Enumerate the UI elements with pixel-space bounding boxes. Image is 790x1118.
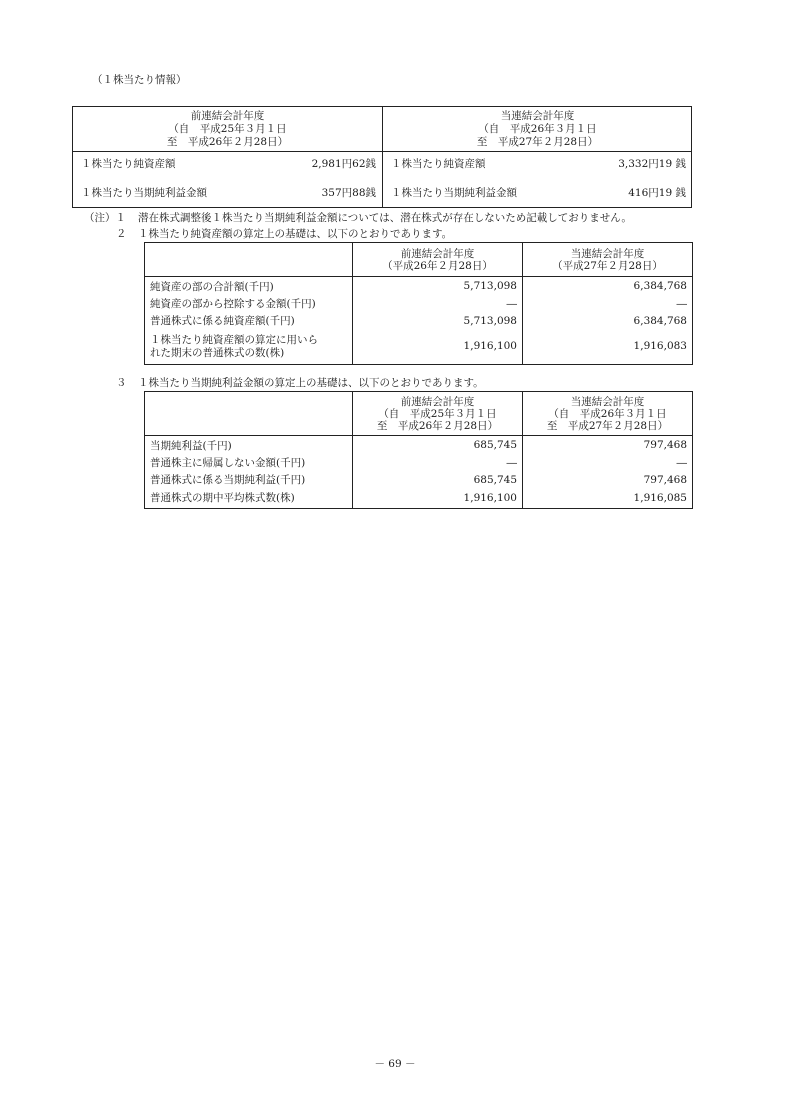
prev-value: 1,916,100: [353, 489, 523, 508]
curr-net-income-value: 416円19 銭: [628, 187, 686, 199]
row-label: 純資産の部の合計額(千円): [145, 277, 353, 297]
curr-net-assets-value: 3,332円19 銭: [618, 158, 686, 170]
curr-year-header-date: （平成27年２月28日）: [552, 259, 663, 272]
note-2-text: １株当たり純資産額の算定上の基礎は、以下のとおりであります。: [138, 228, 453, 240]
blank-header-cell: [145, 392, 353, 436]
row-label: 普通株式の期中平均株式数(株): [145, 489, 353, 508]
per-share-summary-table: [72, 106, 692, 208]
prev-year-header-to: 至 平成26年２月28日）: [166, 136, 289, 148]
prev-year-header-date: （平成26年２月28日）: [382, 259, 493, 272]
curr-value: 6,384,768: [523, 313, 693, 330]
prev-year-header: [73, 110, 382, 149]
row-label: 普通株式に係る当期純利益(千円): [145, 472, 353, 489]
curr-value: 797,468: [523, 472, 693, 489]
curr-year-header: [523, 392, 693, 436]
prev-year-header-from: （自 平成25年３月１日: [378, 407, 497, 420]
note-3-text: １株当たり当期純利益金額の算定上の基礎は、以下のとおりであります。: [138, 377, 484, 389]
row-label: [145, 330, 353, 364]
table-row: [145, 436, 693, 456]
curr-year-header: [383, 110, 692, 149]
prev-year-header-from: （自 平成25年３月１日: [168, 123, 287, 135]
prev-year-header-title: 前連結会計年度: [190, 110, 265, 122]
curr-year-header-title: 当連結会計年度: [570, 395, 645, 408]
table-row: [145, 489, 693, 508]
table-header-row: [145, 392, 693, 436]
note-2-number: ２: [116, 228, 127, 240]
prev-value: 5,713,098: [353, 277, 523, 297]
blank-header-cell: [145, 243, 353, 277]
prev-value: 685,745: [353, 436, 523, 456]
page-number: － 69 －: [374, 1058, 416, 1070]
prev-value: 685,745: [353, 472, 523, 489]
note-3-number: ３: [116, 377, 127, 389]
row-label-line-1: １株当たり純資産額の算定に用いら: [150, 333, 318, 346]
curr-year-header-title: 当連結会計年度: [570, 247, 645, 260]
header-divider: [73, 151, 691, 152]
row-label: 当期純利益(千円): [145, 436, 353, 456]
row-label: 普通株主に帰属しない金額(千円): [145, 455, 353, 472]
curr-year-header-title: 当連結会計年度: [500, 110, 575, 122]
note-1-prefix: （注）１: [84, 212, 126, 224]
row-label: 純資産の部から控除する金額(千円): [145, 296, 353, 313]
curr-value: ―: [523, 296, 693, 313]
prev-year-header: [353, 243, 523, 277]
curr-year-header-to: 至 平成27年２月28日）: [546, 419, 669, 432]
net-assets-basis-table: [144, 242, 693, 365]
row-label: 普通株式に係る純資産額(千円): [145, 313, 353, 330]
row-label-line-2: れた期末の普通株式の数(株): [150, 346, 285, 359]
curr-value: 1,916,083: [523, 330, 693, 364]
table-header-row: [145, 243, 693, 277]
curr-year-header-to: 至 平成27年２月28日）: [476, 136, 599, 148]
prev-net-income-value: 357円88銭: [321, 187, 376, 199]
curr-value: 797,468: [523, 436, 693, 456]
table-row: [145, 277, 693, 297]
prev-net-income-label: １株当たり当期純利益金額: [81, 187, 207, 199]
prev-year-header-to: 至 平成26年２月28日）: [376, 419, 499, 432]
prev-value: ―: [353, 296, 523, 313]
prev-year-header-title: 前連結会計年度: [400, 395, 475, 408]
prev-value: ―: [353, 455, 523, 472]
curr-value: ―: [523, 455, 693, 472]
prev-value: 1,916,100: [353, 330, 523, 364]
table-row: [145, 455, 693, 472]
curr-value: 1,916,085: [523, 489, 693, 508]
table-row: [145, 296, 693, 313]
prev-value: 5,713,098: [353, 313, 523, 330]
section-title: （１株当たり情報）: [92, 74, 187, 86]
curr-year-header-from: （自 平成26年３月１日: [548, 407, 667, 420]
prev-year-header-title: 前連結会計年度: [400, 247, 475, 260]
curr-net-assets-label: １株当たり純資産額: [391, 158, 486, 170]
net-income-basis-table: [144, 391, 693, 509]
curr-year-header: [523, 243, 693, 277]
prev-net-assets-label: １株当たり純資産額: [81, 158, 176, 170]
curr-value: 6,384,768: [523, 277, 693, 297]
prev-net-assets-value: 2,981円62銭: [311, 158, 376, 170]
note-1-text: 潜在株式調整後１株当たり当期純利益金額については、潜在株式が存在しないため記載しておりません。: [138, 212, 632, 224]
table-row: [145, 330, 693, 364]
table-row: [145, 313, 693, 330]
curr-year-header-from: （自 平成26年３月１日: [478, 123, 597, 135]
curr-net-income-label: １株当たり当期純利益金額: [391, 187, 517, 199]
prev-year-header: [353, 392, 523, 436]
table-row: [145, 472, 693, 489]
